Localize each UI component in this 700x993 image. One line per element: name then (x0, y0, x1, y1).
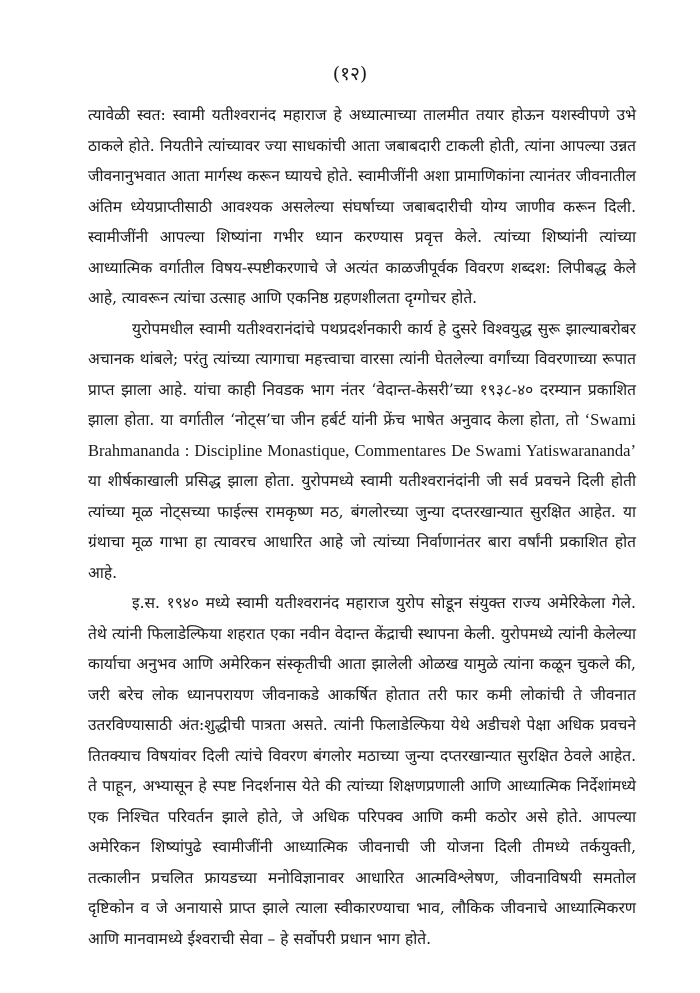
paragraph-1: त्यावेळी स्वत: स्वामी यतीश्वरानंद महाराज हे अध्यात्माच्या तालमीत तयार होऊन यशस्वीपणे उभे ठाकले होते. नियतीने त्यांच्यावर ज्या साधकांची आता जबाबदारी टाकली होती, त्यांना आपल्या उन्नत जीवनानुभवात आता मार्गस्थ करून घ्यायचे होते. स्वामीजींनी अशा प्रामाणिकांना त्यानंतर जीवनातील अंतिम ध्येयप्राप्तीसाठी आवश्यक असलेल्या संघर्षाच्या जबाबदारीची योग्य जाणीव करून दिली. स्वामीजींनी आपल्या शिष्यांना गभीर ध्यान करण्यास प्रवृत्त केले. त्यांच्या शिष्यांनी त्यांच्या आध्यात्मिक वर्गातील विषय-स्पष्टीकरणाचे जे अत्यंत काळजीपूर्वक विवरण शब्दश: लिपीबद्ध केले आहे, त्यावरून त्यांचा उत्साह आणि एकनिष्ठ ग्रहणशीलता दृग्गोचर होते. (88, 106, 636, 307)
body-text (88, 100, 636, 954)
paragraph-3: इ.स. १९४० मध्ये स्वामी यतीश्वरानंद महाराज युरोप सोडून संयुक्त राज्य अमेरिकेला गेले. तेथे त्यांनी फिलाडेल्फिया शहरात एका नवीन वेदान्त केंद्राची स्थापना केली. युरोपमध्ये त्यांनी केलेल्या कार्याचा अनुभव आणि अमेरिकन संस्कृतीची आता झालेली ओळख यामुळे त्यांना कळून चुकले की, जरी बरेच लोक ध्यानपरायण जीवनाकडे आकर्षित होतात तरी फार कमी लोकांची ते जीवनात उतरविण्यासाठी अंत:शुद्धीची पात्रता असते. त्यांनी फिलाडेल्फिया येथे अडीचशे पेक्षा अधिक प्रवचने तितक्याच विषयांवर दिली त्यांचे विवरण बंगलोर मठाच्या जुन्या दप्तरखान्यात सुरक्षित ठेवले आहेत. ते पाहून, अभ्यासून हे स्पष्ट निदर्शनास येते की त्यांच्या शिक्षणप्रणाली आणि आध्यात्मिक निर्देशांमध्ये एक निश्चित परिवर्तन झाले होते, जे अधिक परिपक्व आणि कमी कठोर असे होते. आपल्या अमेरिकन शिष्यांपुढे स्वामीजींनी आध्यात्मिक जीवनाची जी योजना दिली तीमध्ये तर्कयुक्ती, तत्कालीन प्रचलित फ्रायडच्या मनोविज्ञानावर आधारित आत्मविश्लेषण, जीवनाविषयी समतोल दृष्टिकोन व जे अनायासे प्राप्त झाले त्याला स्वीकारण्याचा भाव, लौकिक जीवनाचे आध्यात्मिकरण आणि मानवामध्ये ईश्वराची सेवा – हे सर्वोपरी प्रधान भाग होते. (88, 594, 636, 948)
page-number: (१२) (332, 63, 368, 85)
french-book-title: ‘Swami Brahmananda : Discipline Monastique, Commentares De Swami Yatiswarananda’ (88, 410, 636, 460)
paragraph-2-text-after: या शीर्षकाखाली प्रसिद्ध झाला होता. युरोपमध्ये स्वामी यतीश्वरानंदांनी जी सर्व प्रवचने दिली होती त्यांच्या मूळ नोट्सच्या फाईल्स रामकृष्ण मठ, बंगलोरच्या जुन्या दप्तरखान्यात सुरक्षित आहेत. या ग्रंथाचा मूळ गाभा हा त्यावरच आधारित आहे जो त्यांच्या निर्वाणानंतर बारा वर्षांनी प्रकाशित होत आहे. (88, 472, 636, 582)
paragraph-2 (88, 314, 636, 589)
paragraph-2-text-before: युरोपमधील स्वामी यतीश्वरानंदांचे पथप्रदर्शनकारी कार्य हे दुसरे विश्वयुद्ध सुरू झाल्याबरोबर अचानक थांबले; परंतु त्यांच्या त्यागाचा महत्त्वाचा वारसा त्यांनी घेतलेल्या वर्गांच्या विवरणाच्या रूपात प्राप्त झाला आहे. यांचा काही निवडक भाग नंतर ‘वेदान्त-केसरी’च्या १९३८-४० दरम्यान प्रकाशित झाला होता. या वर्गातील ‘नोट्स’चा जीन हर्बर्ट यांनी फ्रेंच भाषेत अनुवाद केला होता, तो (88, 319, 636, 429)
